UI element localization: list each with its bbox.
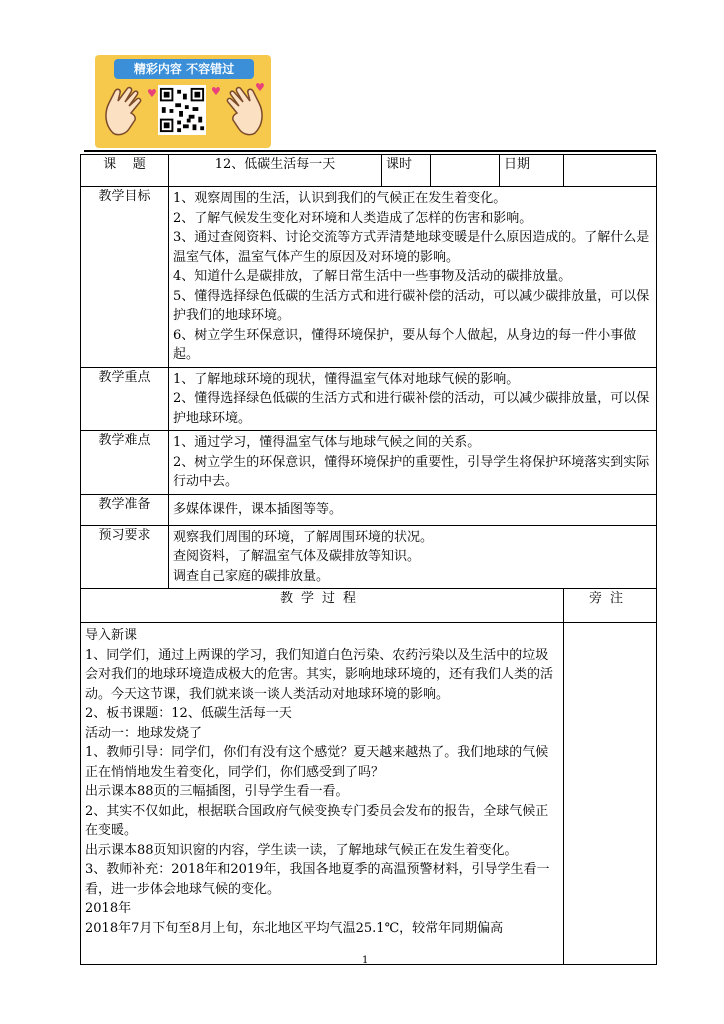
process-line: 1、同学们，通过上两课的学习，我们知道白色污染、农药污染以及生活中的垃圾会对我们的地球环境造成极大的危害。其实，影响地球环境的，还有我们人类的活动。今天这节课，我们就来谈一谈人类活动对地球环境的影响。: [85, 647, 554, 702]
header-row: [81, 155, 657, 187]
preparation-row: [81, 494, 657, 525]
goal-item: 3、通过查阅资料、讨论交流等方式弄清楚地球变暖是什么原因造成的。了解什么是温室气体，温室气体产生的原因及对环境的影响。: [173, 230, 650, 265]
key-points-content: [169, 367, 657, 431]
process-line: 出示课本88页的三幅插图，引导学生看一看。: [85, 784, 349, 799]
preparation-content: [169, 494, 657, 525]
process-line: 2018年: [85, 901, 132, 916]
course-title: 12、低碳生活每一天: [169, 155, 382, 187]
goal-item: 4、知道什么是碳排放，了解日常生活中一些事物及活动的碳排放量。: [173, 269, 572, 284]
preview-content: [169, 525, 657, 589]
process-line: 2、其实不仅如此，根据联合国政府气候变换专门委员会发布的报告，全球气候正在变暖。: [85, 803, 549, 838]
process-line: 活动一：地球发烧了: [85, 725, 203, 741]
process-line: 导入新课: [85, 628, 138, 643]
course-label: 课 题: [81, 155, 169, 187]
goal-item: 1、观察周围的生活，认识到我们的气候正在发生着变化。: [173, 191, 507, 206]
process-line: 1、教师引导：同学们，你们有没有这个感觉？夏天越来越热了。我们地球的气候正在悄悄地发生着变化，同学们，你们感受到了吗？: [85, 745, 549, 780]
goal-item: 6、树立学生环保意识，懂得环境保护，要从每个人做起，从身边的每一件小事做起。: [173, 327, 637, 362]
key-point-item: 1、了解地球环境的现状，懂得温室气体对地球气候的影响。: [173, 371, 520, 387]
preview-row: [81, 525, 657, 589]
heart-icon: ♥: [255, 81, 265, 94]
header-rule: [84, 150, 656, 152]
preparation-label: 教学准备: [81, 494, 169, 525]
goals-label: 教学目标: [81, 187, 169, 368]
process-line: 2、板书课题：12、低碳生活每一天: [85, 706, 292, 721]
process-header-row: [81, 589, 657, 623]
difficulties-content: [169, 431, 657, 495]
period-label: 课时: [382, 155, 431, 187]
process-header: 教学过程: [81, 589, 564, 623]
heart-icon: ♥: [211, 85, 221, 98]
difficulty-item: 1、通过学习，懂得温室气体与地球气候之间的关系。: [173, 435, 481, 450]
goal-item: 2、了解气候发生变化对环境和人类造成了怎样的伤害和影响。: [173, 210, 533, 226]
qr-code-icon: [158, 85, 206, 135]
lesson-plan-table: [80, 154, 657, 965]
key-points-label: 教学重点: [81, 367, 169, 431]
process-row: [81, 623, 657, 965]
preview-item: 观察我们周围的环境，了解周围环境的状况。: [173, 529, 434, 545]
difficulties-label: 教学难点: [81, 431, 169, 495]
key-point-item: 2、懂得选择绿色低碳的生活方式和进行碳补偿的活动，可以减少碳排放量，可以保护地球环境。: [173, 391, 650, 426]
banner-title: 精彩内容 不容错过: [114, 59, 254, 79]
preview-label: 预习要求: [81, 525, 169, 589]
preview-item: 调查自己家庭的碳排放量。: [173, 568, 330, 584]
notes-header: 旁注: [564, 589, 657, 623]
difficulties-row: [81, 431, 657, 495]
preparation-item: 多媒体课件，课本插图等等。: [173, 501, 343, 517]
clapping-hand-icon: [101, 83, 151, 137]
process-line: 出示课本88页知识窗的内容，学生读一读，了解地球气候正在发生着变化。: [85, 842, 518, 858]
preview-item: 查阅资料，了解温室气体及碳排放等知识。: [173, 549, 421, 564]
goal-item: 5、懂得选择绿色低碳的生活方式和进行碳补偿的活动，可以减少碳排放量，可以保护我们的地球环境。: [173, 288, 650, 323]
page-number: 1: [362, 955, 369, 966]
goals-row: [81, 187, 657, 368]
notes-column: [564, 623, 657, 965]
key-points-row: [81, 367, 657, 431]
period-value: [431, 155, 500, 187]
date-label: 日期: [500, 155, 564, 187]
process-line: 2018年7月下旬至8月上旬，东北地区平均气温25.1℃，较常年同期偏高: [85, 920, 504, 936]
difficulty-item: 2、树立学生的环保意识，懂得环境保护的重要性，引导学生将保护环境落实到实际行动中去。: [173, 454, 650, 489]
process-line: 3、教师补充：2018年和2019年，我国各地夏季的高温预警材料，引导学生看一看，进一步体会地球气候的变化。: [85, 862, 550, 897]
promo-banner: [95, 55, 271, 148]
goals-content: [169, 187, 657, 368]
heart-icon: ♥: [147, 87, 157, 100]
process-content: [81, 623, 564, 965]
date-value: [564, 155, 657, 187]
